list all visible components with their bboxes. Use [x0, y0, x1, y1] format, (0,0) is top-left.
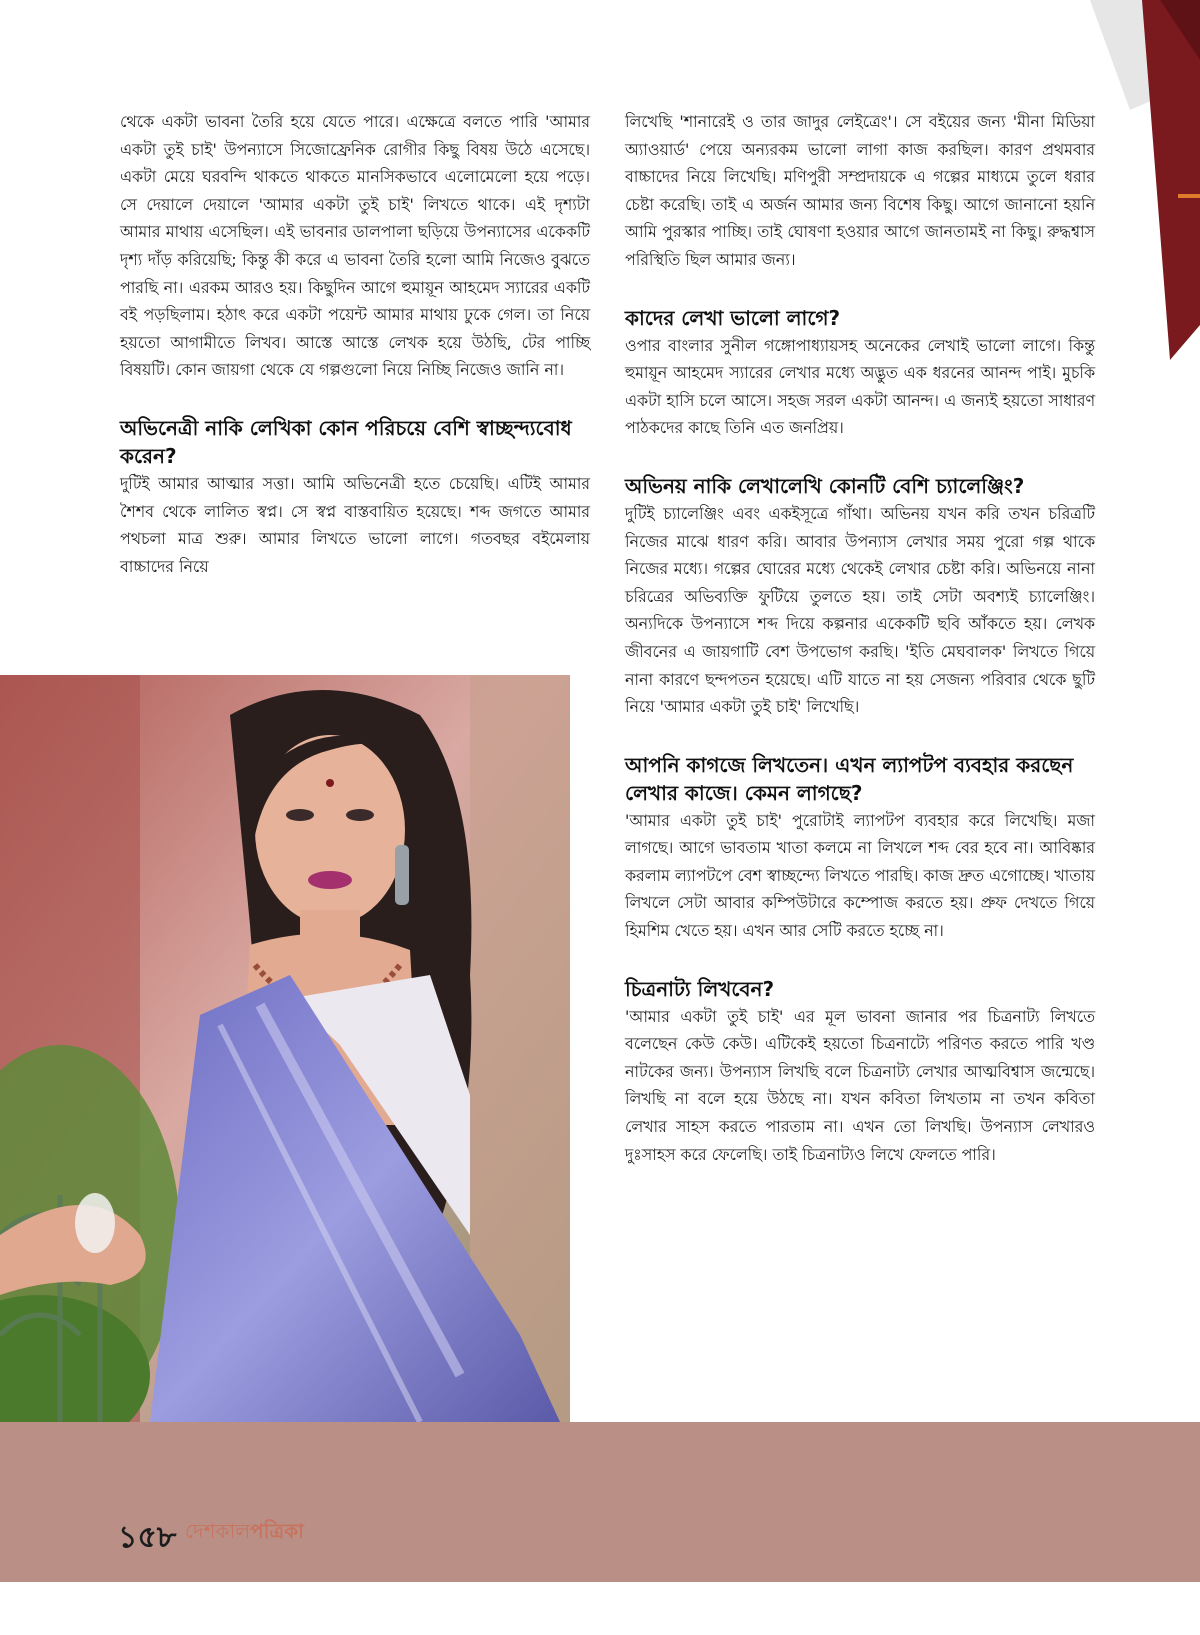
answer-paragraph: 'আমার একটা তুই চাই' পুরোটাই ল্যাপটপ ব্যবহার করে লিখেছি। মজা লাগছে। আগে ভাবতাম খাতা কলমে না লিখলে শব্দ বের হবে না। আবিষ্কার করলাম ল্যাপটপে বেশ স্বাচ্ছন্দ্যে লিখতে পারছি। কাজ দ্রুত এগোচ্ছে। খাতায় লিখলে সেটা আবার কম্পিউটারে কম্পোজ করতে হয়। প্রুফ দেখতে গিয়ে হিমশিম খেতে হয়। এখন আর সেটি করতে হচ্ছে না। [625, 810, 1095, 941]
answer-paragraph: দুটিই আমার আত্মার সত্তা। আমি অভিনেত্রী হতে চেয়েছি। এটিই আমার শৈশব থেকে লালিত স্বপ্ন। সে স্বপ্ন বাস্তবায়িত হয়েছে। শব্দ জগতে আমার পথচলা মাত্র শুরু। আমার লিখতে ভালো লাগে। গতবছর বইমেলায় বাচ্চাদের নিয়ে [120, 473, 590, 576]
portrait-illustration [0, 675, 570, 1422]
answer-paragraph: 'আমার একটা তুই চাই' এর মূল ভাবনা জানার পর চিত্রনাট্য লিখতে বলেছেন কেউ কেউ। এটিকেই হয়তো চিত্রনাট্যে পরিণত করতে পারি খণ্ড নাটকের জন্য। উপন্যাস লিখছি বলে চিত্রনাট্য লেখার আত্মবিশ্বাস জন্মেছে। লিখছি না বলে হয়ে উঠছে না। যখন কবিতা লিখতাম না তখন কবিতা লেখার সাহস করতে পারতাম না। এখন তো লিখছি। উপন্যাস লেখারও দুঃসাহস করে ফেলেছি। তাই চিত্রনাট্যও লিখে ফেলতে পারি। [625, 1006, 1095, 1164]
question-heading: অভিনেত্রী নাকি লেখিকা কোন পরিচয়ে বেশি স্বাচ্ছন্দ্যবোধ করেন? [120, 415, 572, 468]
question-heading: কাদের লেখা ভালো লাগে? [625, 305, 841, 330]
magazine-logo-bold: পত্রিকা [250, 1519, 304, 1543]
page-number: ১৫৮ [118, 1520, 177, 1555]
left-intro-paragraph: থেকে একটা ভাবনা তৈরি হয়ে যেতে পারে। এক্ষেত্রে বলতে পারি 'আমার একটা তুই চাই' উপন্যাসে সিজোফ্রেনিক রোগীর কিছু বিষয় উঠে এসেছে। একটা মেয়ে ঘরবন্দি থাকতে থাকতে মানসিকভাবে এলোমেলো হয়ে পড়ে। সে দেয়ালে দেয়ালে 'আমার একটা তুই চাই' লিখতে থাকে। এই দৃশ্যটা আমার মাথায় এসেছিল। এই ভাবনার ডালপালা ছড়িয়ে উপন্যাসের একেকটি দৃশ্য দাঁড় করিয়েছি; কিন্তু কী করে এ ভাবনা তৈরি হলো আমি নিজেও বুঝতে পারছি না। এরকম আরও হয়। কিছুদিন আগে হুমায়ূন আহমেদ স্যারের একটি বই পড়ছিলাম। হঠাৎ করে একটা পয়েন্ট আমার মাথায় ঢুকে গেল। তা নিয়ে হয়তো আগামীতে লিখব। আস্তে আস্তে লেখক হয়ে উঠছি, টের পাচ্ছি বিষয়টি। কোন জায়গা থেকে যে গল্পগুলো নিয়ে নিচ্ছি নিজেও জানি না। [120, 112, 590, 380]
footer-band [0, 1422, 1200, 1582]
magazine-logo-light: দেশকাল [185, 1519, 251, 1543]
magazine-logo [185, 1517, 304, 1550]
answer-paragraph: দুটিই চ্যালেঞ্জিং এবং একইসূত্রে গাঁথা। অভিনয় যখন করি তখন চরিত্রটি নিজের মাঝে ধারণ করি। আবার উপন্যাস লেখার সময় পুরো গল্প থাকে নিজের মধ্যে। গল্পের ঘোরের মধ্যে থেকেই লেখার চেষ্টা করি। অভিনয়ে নানা চরিত্রের অভিব্যক্তি ফুটিয়ে তুলতে হয়। তাই সেটা অবশ্যই চ্যালেঞ্জিং। অন্যদিকে উপন্যাসে শব্দ দিয়ে কল্পনার একেকটি ছবি আঁকতে হয়। লেখক জীবনের এ জায়গাটি বেশ উপভোগ করছি। 'ইতি মেঘবালক' লিখতে গিয়ে নানা কারণে ছন্দপতন হয়েছে। এটি যাতে না হয় সেজন্য পরিবার থেকে ছুটি নিয়ে 'আমার একটা তুই চাই' লিখেছি। [625, 503, 1095, 717]
portrait-photo [0, 675, 570, 1422]
question-heading: চিত্রনাট্য লিখবেন? [625, 976, 775, 1001]
right-column [625, 108, 1095, 1168]
answer-paragraph: ওপার বাংলার সুনীল গঙ্গোপাধ্যায়সহ অনেকের লেখাই ভালো লাগে। কিন্তু হুমায়ূন আহমেদ স্যারের লেখার মধ্যে অদ্ভুত এক ধরনের আনন্দ পাই। মুচকি একটা হাসি চলে আসে। সহজ সরল একটা আনন্দ। এ জন্যই হয়তো সাধারণ পাঠকদের কাছে তিনি এত জনপ্রিয়। [625, 335, 1095, 438]
question-heading: আপনি কাগজে লিখতেন। এখন ল্যাপটপ ব্যবহার করছেন লেখার কাজে। কেমন লাগছে? [625, 752, 1074, 805]
left-column [120, 108, 590, 580]
question-heading: অভিনয় নাকি লেখালেখি কোনটি বেশি চ্যালেঞ্জিং? [625, 473, 1025, 498]
right-intro-paragraph: লিখেছি 'শানারেই ও তার জাদুর লেইত্রেং'। সে বইয়ের জন্য 'মীনা মিডিয়া অ্যাওয়ার্ড' পেয়ে অন্যরকম ভালো লাগা কাজ করছিল। কারণ প্রথমবার বাচ্চাদের নিয়ে লিখেছি। মণিপুরী সম্প্রদায়কে এ গল্পের মাধ্যমে তুলে ধরার চেষ্টা করেছি। তাই এ অর্জন আমার জন্য বিশেষ কিছু। আগে জানানো হয়নি আমি পুরস্কার পাচ্ছি। তাই ঘোষণা হওয়ার আগে জানতামই না কিছু। রুদ্ধশ্বাস পরিস্থিতি ছিল আমার জন্য। [625, 112, 1095, 269]
